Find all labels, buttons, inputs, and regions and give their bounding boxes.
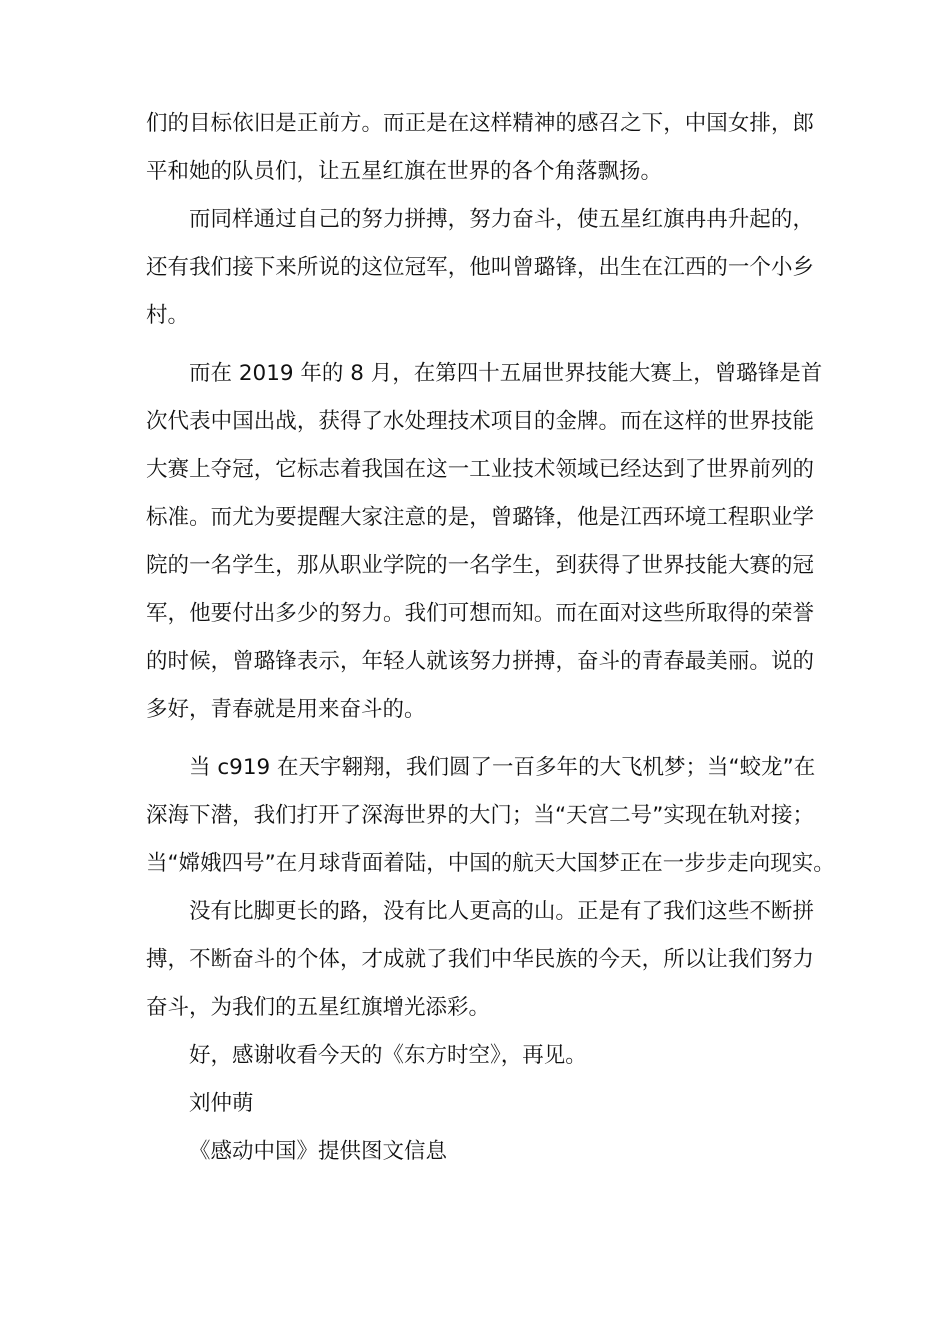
text-line: 军，他要付出多少的努力。我们可想而知。而在面对这些所取得的荣誉 bbox=[146, 601, 814, 626]
text-line: 而在 2019 年的 8 月，在第四十五届世界技能大赛上，曾璐锋是首 bbox=[189, 361, 823, 386]
author-name: 刘仲萌 bbox=[189, 1091, 254, 1116]
text-line: 标准。而尤为要提醒大家注意的是，曾璐锋，他是江西环境工程职业学 bbox=[146, 505, 814, 530]
text-line: 平和她的队员们，让五星红旗在世界的各个角落飘扬。 bbox=[146, 159, 663, 184]
text-line: 没有比脚更长的路，没有比人更高的山。正是有了我们这些不断拼 bbox=[189, 899, 814, 924]
text-line: 奋斗，为我们的五星红旗增光添彩。 bbox=[146, 995, 491, 1020]
text-line: 大赛上夺冠，它标志着我国在这一工业技术领域已经达到了世界前列的 bbox=[146, 457, 814, 482]
text-line: 搏，不断奋斗的个体，才成就了我们中华民族的今天，所以让我们努力 bbox=[146, 947, 814, 972]
text-line: 当 c919 在天宇翱翔，我们圆了一百多年的大飞机梦；当“蛟龙”在 bbox=[189, 755, 816, 780]
source-credit: 《感动中国》提供图文信息 bbox=[189, 1139, 448, 1164]
text-line: 院的一名学生，那从职业学院的一名学生，到获得了世界技能大赛的冠 bbox=[146, 553, 814, 578]
text-line: 深海下潜，我们打开了深海世界的大门；当“天宫二号”实现在轨对接； bbox=[146, 803, 814, 828]
text-line: 的时候，曾璐锋表示，年轻人就该努力拼搏，奋斗的青春最美丽。说的 bbox=[146, 649, 814, 674]
text-line: 们的目标依旧是正前方。而正是在这样精神的感召之下，中国女排，郎 bbox=[146, 111, 814, 136]
text-line: 当“嫦娥四号”在月球背面着陆，中国的航天大国梦正在一步步走向现实。 bbox=[146, 851, 835, 876]
text-line: 村。 bbox=[146, 303, 190, 328]
text-line: 好，感谢收看今天的《东方时空》，再见。 bbox=[189, 1043, 587, 1068]
text-line: 而同样通过自己的努力拼搏，努力奋斗，使五星红旗冉冉升起的， bbox=[189, 207, 814, 232]
text-line: 次代表中国出战，获得了水处理技术项目的金牌。而在这样的世界技能 bbox=[146, 409, 814, 434]
text-line: 还有我们接下来所说的这位冠军，他叫曾璐锋，出生在江西的一个小乡 bbox=[146, 255, 814, 280]
document-body bbox=[146, 100, 835, 1176]
text-line: 多好，青春就是用来奋斗的。 bbox=[146, 697, 426, 722]
